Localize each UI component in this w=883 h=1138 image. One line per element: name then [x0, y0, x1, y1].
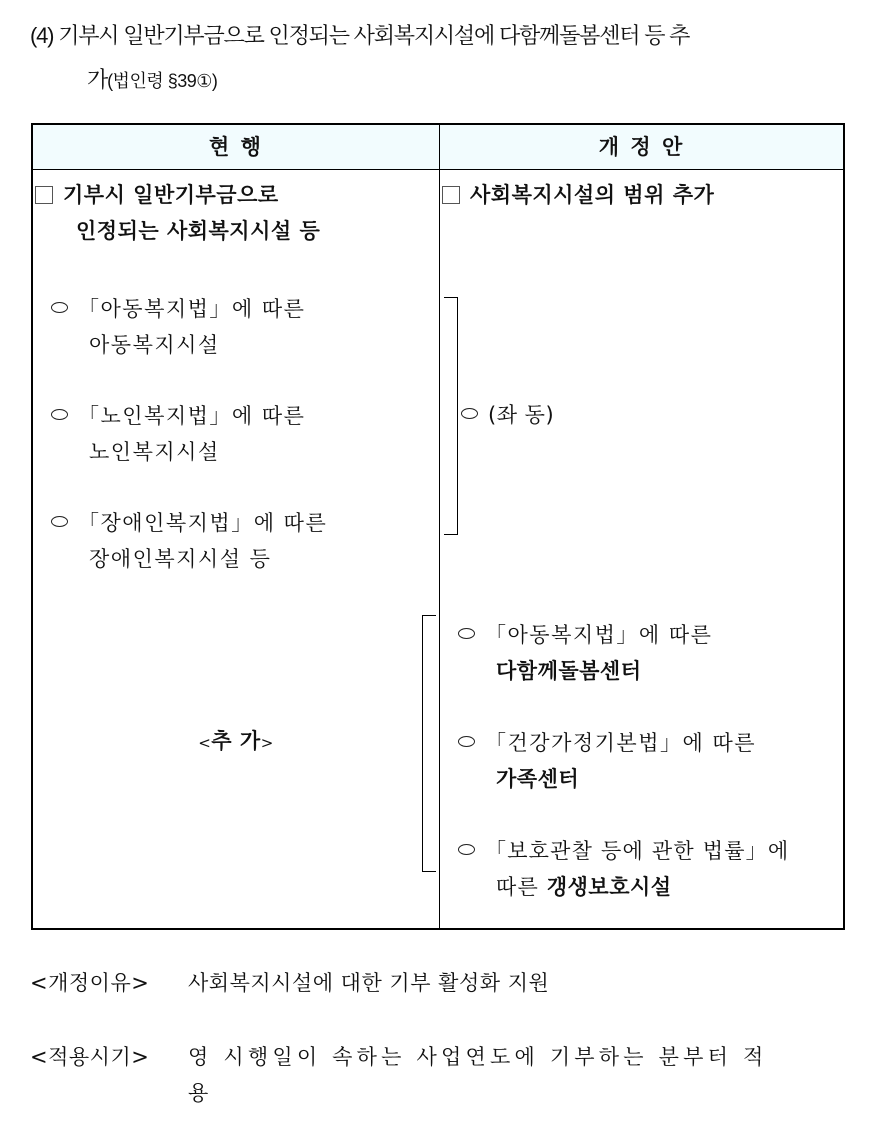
- item-text: 「아동복지법」에 따른: [485, 623, 713, 647]
- item-text: 「건강가정기본법」에 따른: [485, 731, 757, 755]
- current-item-1: [51, 291, 305, 363]
- circle-bullet-icon: [51, 516, 68, 527]
- item-text: 「아동복지법」에 따른: [78, 297, 306, 321]
- timing-label: <적용시기>: [30, 1045, 150, 1069]
- current-item-2: [51, 398, 305, 470]
- current-title-line-1: 기부시 일반기부금으로: [63, 183, 279, 207]
- same-as-left: [461, 397, 554, 433]
- item-text: 노인복지시설: [89, 440, 220, 464]
- timing-text-line-1: 영 시행일이 속하는 사업연도에 기부하는 분부터 적: [188, 1045, 768, 1069]
- item-text: 아동복지시설: [89, 333, 220, 357]
- circle-bullet-icon: [458, 628, 475, 639]
- circle-bullet-icon: [51, 302, 68, 313]
- reason-label: <개정이유>: [30, 971, 150, 995]
- square-bullet-icon: [442, 186, 460, 204]
- header-proposed: 개 정 안: [598, 135, 685, 159]
- circle-bullet-icon: [458, 844, 475, 855]
- current-title-line-2: 인정되는 사회복지시설 등: [76, 219, 321, 243]
- current-item-3: [51, 505, 327, 577]
- column-divider: [439, 125, 440, 928]
- item-bold-text: 갱생보호시설: [546, 875, 672, 899]
- circle-bullet-icon: [51, 409, 68, 420]
- left-bracket-additions: [422, 615, 436, 872]
- proposed-item-2: [458, 725, 756, 797]
- proposed-title-text: 사회복지시설의 범위 추가: [470, 183, 715, 207]
- proposed-item-3: [458, 833, 789, 905]
- addition-text: 추 가: [211, 729, 261, 753]
- item-text: 「노인복지법」에 따른: [78, 404, 306, 428]
- header-current: 현 행: [209, 135, 263, 159]
- table-header-row: [33, 125, 843, 170]
- legal-reference: (법인령 §39①): [107, 71, 218, 91]
- heading-line-2-text: 가: [87, 67, 108, 92]
- circle-bullet-icon: [461, 408, 478, 419]
- item-bold-text: 다함께돌봄센터: [496, 659, 642, 683]
- heading-line-1: (4) 기부시 일반기부금으로 인정되는 사회복지시설에 다함께돌봄센터 등 추: [30, 23, 690, 48]
- heading-line-2: [30, 58, 860, 103]
- item-text: 「장애인복지법」에 따른: [78, 511, 328, 535]
- proposed-title: [442, 177, 714, 213]
- angle-close: >: [260, 734, 274, 752]
- application-timing: [30, 1039, 850, 1111]
- reason-text: 사회복지시설에 대한 기부 활성화 지원: [188, 971, 550, 995]
- item-text: 장애인복지시설 등: [89, 547, 272, 571]
- angle-open: <: [198, 734, 212, 752]
- current-title: [35, 177, 320, 249]
- item-text: 따른: [496, 875, 547, 899]
- proposed-item-1: [458, 617, 712, 689]
- item-bold-text: 가족센터: [496, 767, 580, 791]
- timing-text-line-2: 용: [188, 1081, 209, 1105]
- amendment-reason: [30, 965, 549, 1001]
- same-as-left-text: (좌 동): [488, 403, 555, 427]
- square-bullet-icon: [35, 186, 53, 204]
- comparison-table: [31, 123, 845, 930]
- item-text: 「보호관찰 등에 관한 법률」에: [485, 839, 790, 863]
- circle-bullet-icon: [458, 736, 475, 747]
- right-bracket-same-as-left: [444, 297, 458, 535]
- section-heading: [30, 14, 860, 103]
- addition-label: [33, 723, 439, 761]
